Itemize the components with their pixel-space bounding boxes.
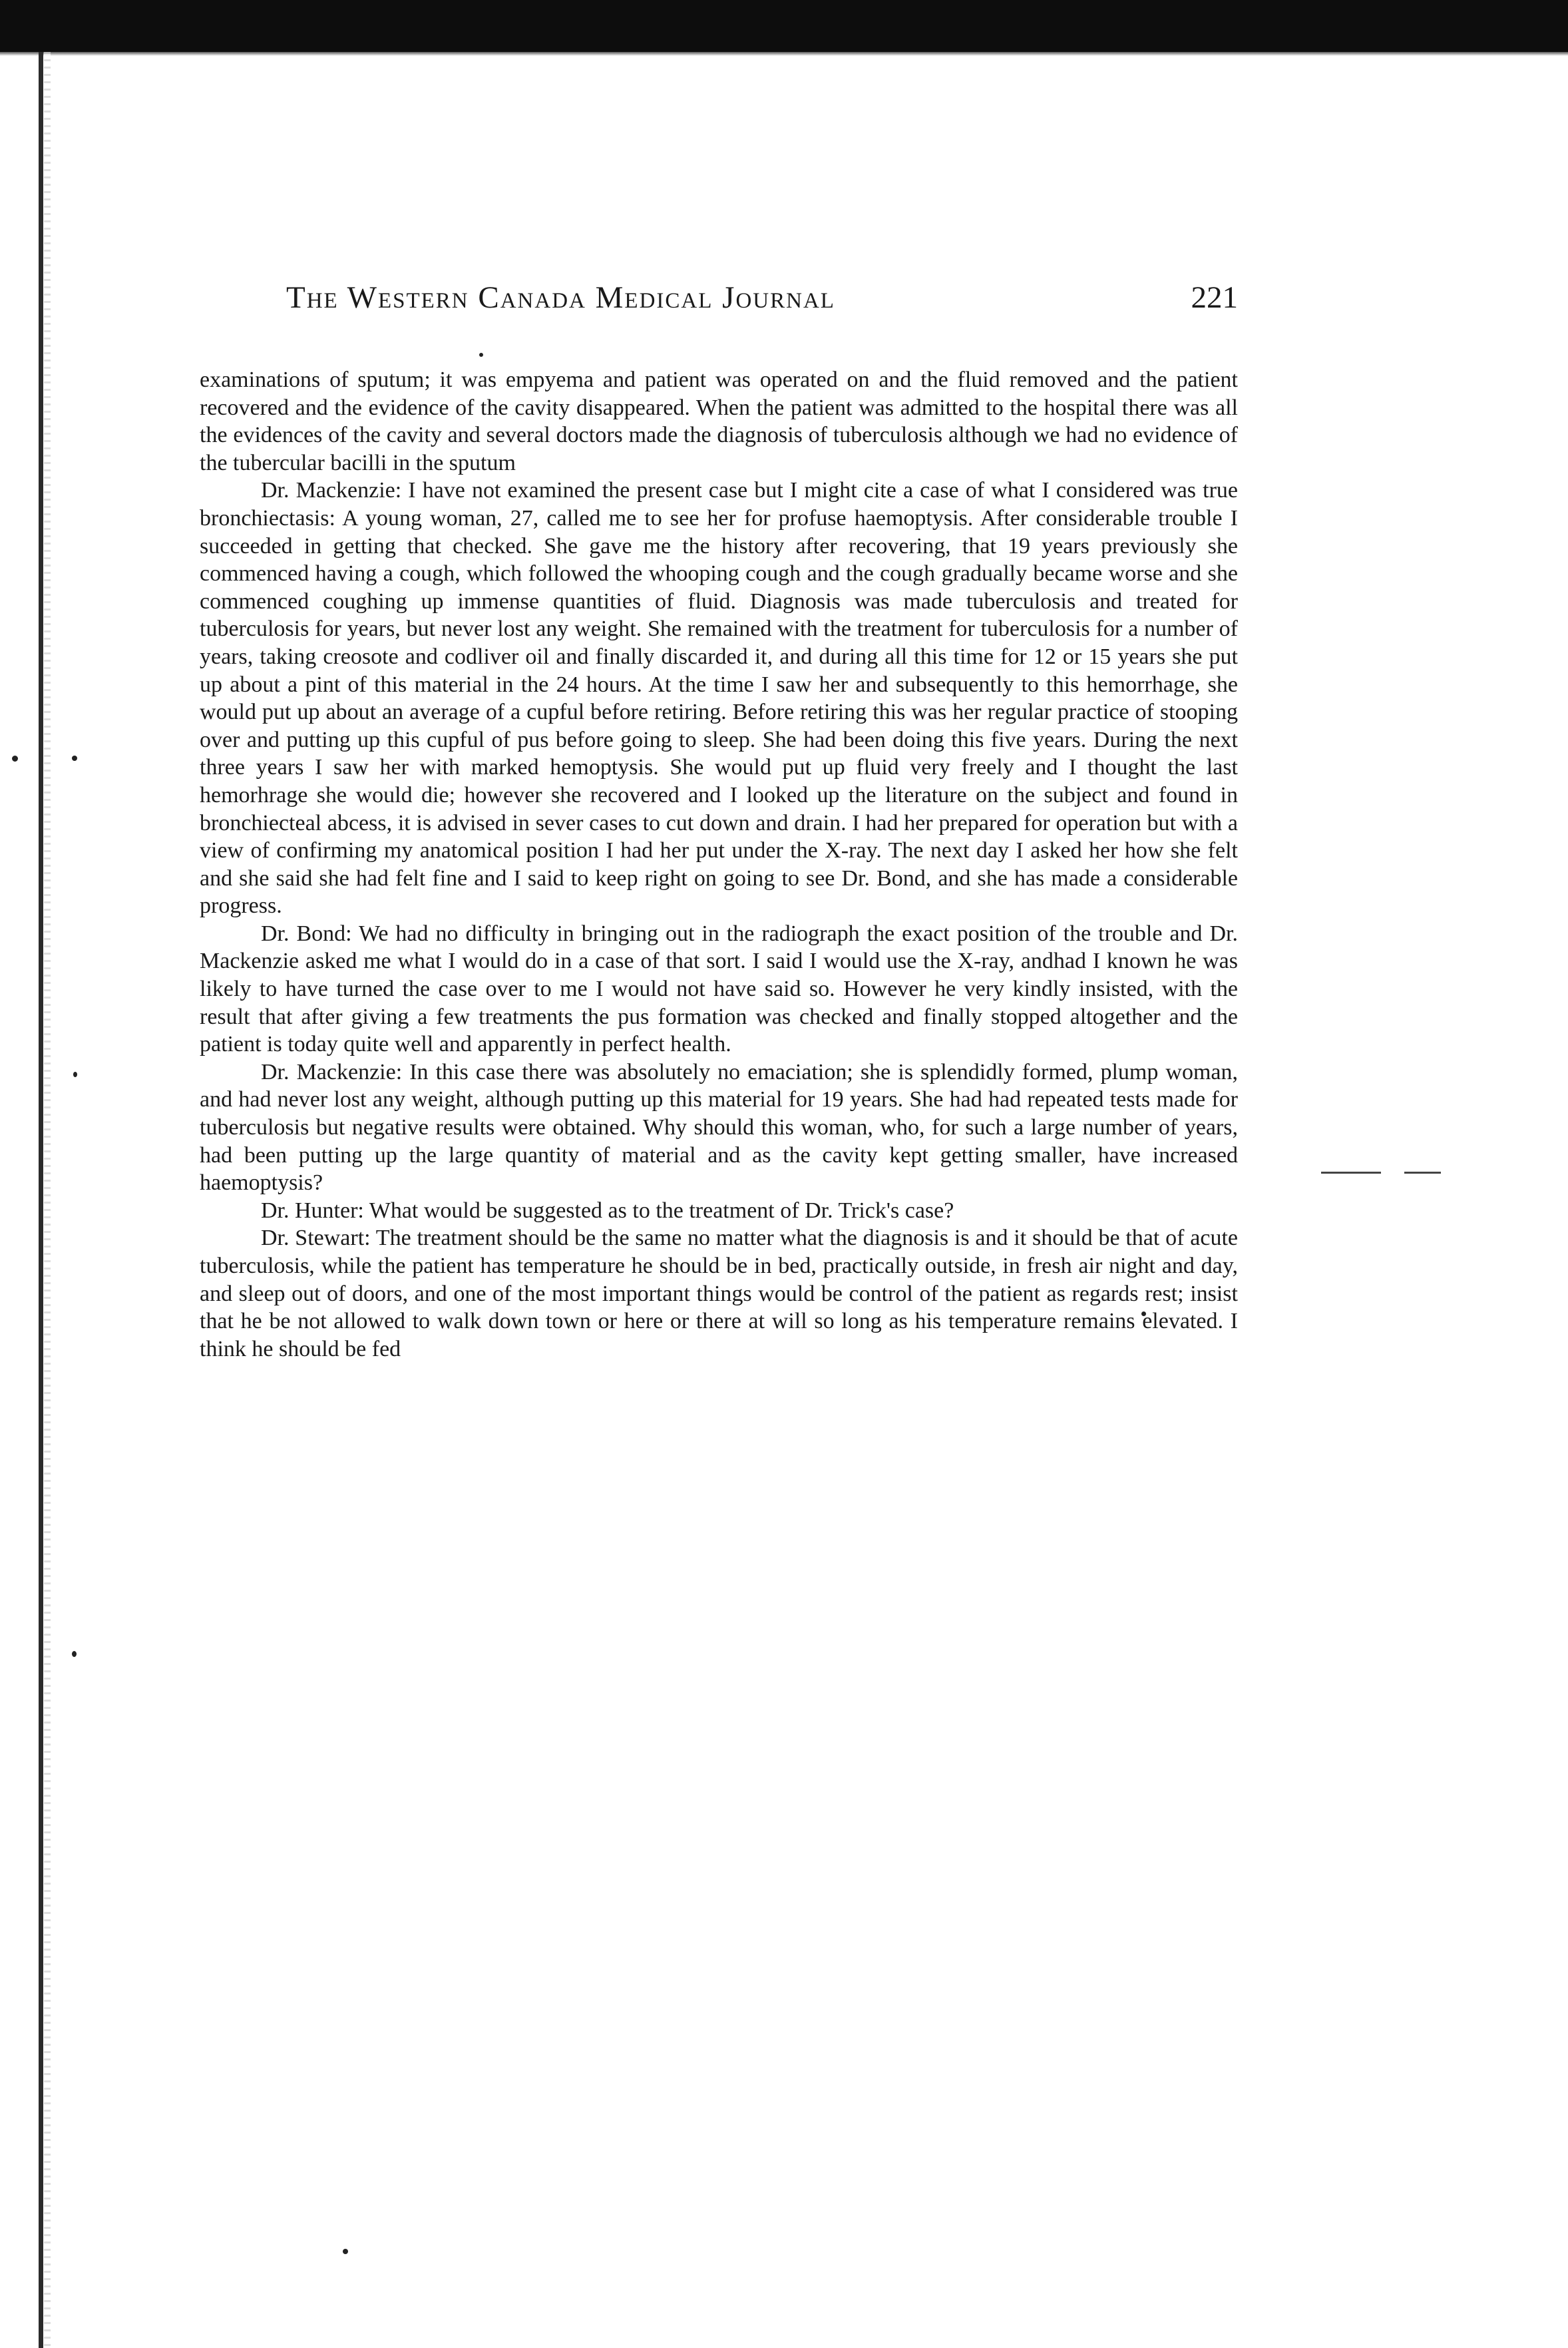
journal-page xyxy=(200,280,1238,1363)
paragraph xyxy=(200,920,1238,1058)
speaker-label: Dr. Bond: xyxy=(261,921,352,946)
paragraph-text: In this case there was absolutely no emaciation; she is splendidly formed, plump woman, and had never lost any weight, although putting up this material for 19 years. She had had repeated tests made for tuberculosis but negative results were obtained. Why should this woman, who, for such a large number of years, had been putting up the large quantity of material and as the cavity kept getting smaller, have increased haemoptysis? xyxy=(200,1059,1239,1196)
speaker-label: Dr. Stewart: xyxy=(261,1226,371,1251)
paragraph-text: examinations of sputum; it was empyema and patient was operated on and the fluid removed and the patient recovered and the evidence of the cavity disappeared. When the patient was admitted to the hospital there was all the evidences of the cavity and several doctors made the diagnosis of tuberculosis although we had no evidence of the tubercular bacilli in the sputum xyxy=(200,367,1238,475)
scan-speck xyxy=(343,2249,348,2254)
scan-speck xyxy=(73,1072,77,1077)
scan-speck xyxy=(72,756,77,761)
speaker-label: Dr. Mackenzie: xyxy=(261,1059,403,1084)
article-body xyxy=(200,366,1238,1363)
scan-left-noise xyxy=(44,52,51,2348)
paragraph xyxy=(200,1224,1238,1363)
paragraph xyxy=(200,477,1238,920)
paragraph xyxy=(200,366,1238,477)
scan-mark xyxy=(1321,1172,1381,1174)
scan-speck xyxy=(72,1651,77,1657)
scan-top-shadow xyxy=(0,52,1568,56)
speaker-label: Dr. Mackenzie: xyxy=(261,478,402,503)
paragraph xyxy=(200,1058,1238,1197)
speaker-label: Dr. Hunter: xyxy=(261,1198,364,1223)
scan-left-border xyxy=(39,52,43,2348)
scan-mark xyxy=(1404,1172,1441,1174)
paragraph-text: What would be suggested as to the treatment of Dr. Trick's case? xyxy=(363,1198,954,1223)
paragraph xyxy=(200,1197,1238,1225)
paragraph-text: The treatment should be the same no matter what the diagnosis is and it should be that of acute tuberculosis, while the patient has temperature he should be in bed, practically outside, in fresh air night and day, and sleep out of doors, and one of the most important things would be control of the patient as regards rest; insist that he be not allowed to walk down town or here or there at will so long as his temperature remains elevated. I think he should be fed xyxy=(200,1226,1238,1361)
paragraph-text: I have not examined the present case but I might cite a case of what I considered was true bronchiectasis: A young woman, 27, called me to see her for profuse haemoptysis. After considerable trouble I succeeded in getting that checked. She gave me the history after recovering, that 19 years previously she commenced having a cough, which followed the whooping cough and the cough gradually became worse and she commenced coughing up immense quantities of fluid. Diagnosis was made tuberculosis and treated for tuberculosis for years, but never lost any weight. She remained with the treatment for tuberculosis for a number of years, taking creosote and codliver oil and finally discarded it, and during all this time for 12 or 15 years she put up about a pint of this material in the 24 hours. At the time I saw her and subsequently to this hemorrhage, she would put up about an average of a cupful before retiring. Before retiring this was her regular practice of stooping over and putting up this cupful of pus before going to sleep. She had been doing this five years. During the next three years I saw her with marked hemoptysis. She would put up fluid very freely and I thought the last hemorhrage she would die; however she recovered and I looked up the literature on the subject and found in bronchiecteal abcess, it is advised in sever cases to cut down and drain. I had her prepared for operation but with a view of confirming my anatomical position I had her put under the X-ray. The next day I asked her how she felt and she said she had felt fine and I said to keep right on going to see Dr. Bond, and she has made a considerable progress. xyxy=(200,478,1239,919)
scan-top-border xyxy=(0,0,1568,52)
page-number: 221 xyxy=(1191,280,1238,315)
journal-title: The Western Canada Medical Journal xyxy=(286,280,835,315)
paragraph-text: We had no difficulty in bringing out in the radiograph the exact position of the trouble and Dr. Mackenzie asked me what I would do in a case of that sort. I said I would use the X-ray, andhad I known he was likely to have turned the case over to me I would not have said so. However he very kindly insisted, with the result that after giving a few treatments the pus formation was checked and finally stopped altogether and the patient is today quite well and apparently in perfect health. xyxy=(200,921,1238,1057)
running-head xyxy=(286,280,1238,326)
scan-speck xyxy=(12,756,18,762)
